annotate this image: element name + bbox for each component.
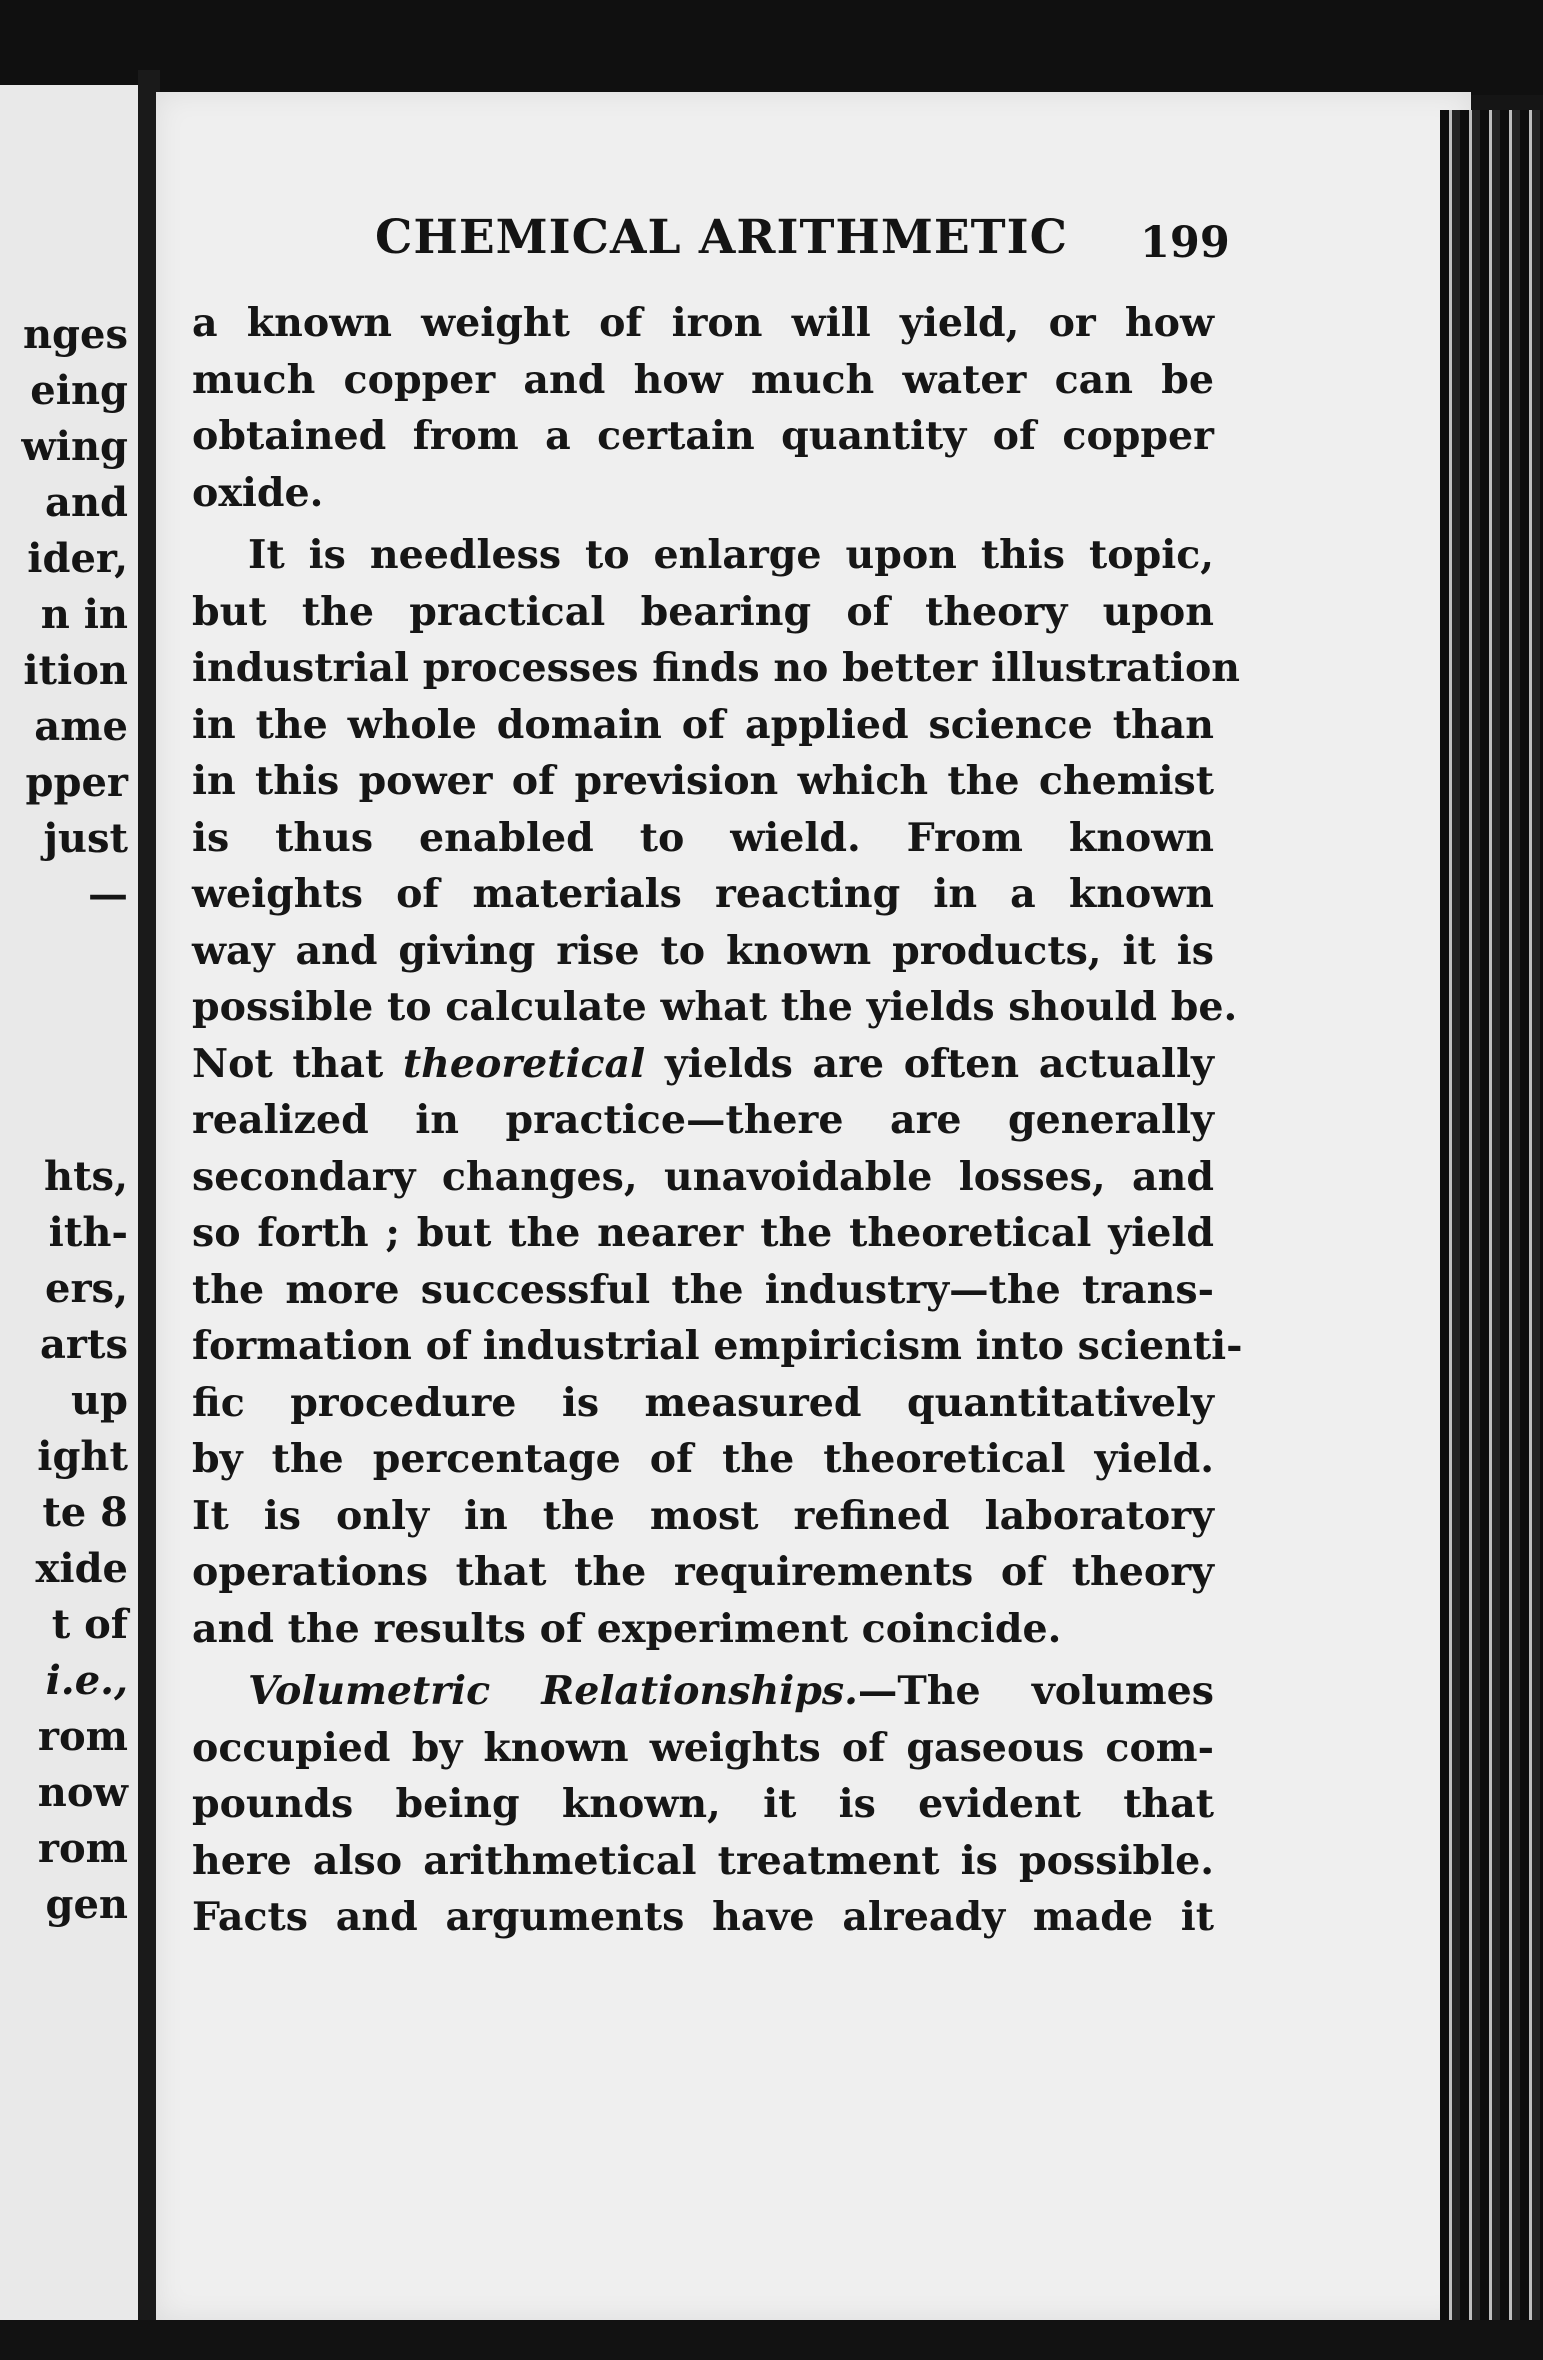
left-fragment: rom [37,1713,128,1760]
left-fragment: rom [37,1825,128,1872]
left-fragment: hts, [43,1153,128,1200]
text-line: pounds being known, it is evident that [192,1781,1214,1827]
text-line: the more successful the industry—the trans- [192,1266,1214,1313]
left-fragment: up [70,1377,128,1424]
left-fragment: xide [35,1545,128,1592]
left-fragment: te 8 [42,1489,128,1536]
left-facing-page [0,85,138,2320]
body-text [192,295,1243,1946]
text-line: and the results of experiment coincide. [192,1605,1062,1652]
left-fragment: nges [22,311,128,358]
text-line: It is only in the most refined laboratory [192,1492,1214,1539]
text-run: yields are often actually [645,1040,1214,1087]
text-line: operations that the requirements of theory [192,1549,1214,1595]
left-fragment: wing [21,423,128,470]
left-fragment: i.e., [45,1657,128,1704]
text-line: fic procedure is measured quantitatively [192,1379,1214,1426]
italic-word: theoretical [402,1040,646,1087]
section-heading: Volumetric Relationships. [248,1668,858,1714]
text-run: Not that [192,1040,403,1087]
left-fragment: arts [40,1321,128,1368]
page-edge-stack [1440,110,1543,2360]
text-line: a known weight of iron will yield, or how [192,300,1214,346]
text-line: secondary changes, unavoidable losses, and [192,1153,1214,1200]
text-line: here also arithmetical treatment is possible. [192,1837,1214,1884]
text-line: is thus enabled to wield. From known [192,814,1214,861]
text-line: formation of industrial empiricism into scienti- [192,1323,1243,1369]
left-fragment: just [43,815,128,862]
text-line: realized in practice—there are generally [192,1097,1214,1143]
page-number: 199 [1140,218,1230,268]
left-fragment: t of [51,1601,128,1648]
text-line: way and giving rise to known products, it is [192,927,1214,974]
text-run: —The volumes [857,1668,1215,1714]
text-line: by the percentage of the theoretical yield. [192,1436,1214,1482]
left-fragment: ith- [48,1209,128,1256]
text-line: so forth ; but the nearer the theoretical yield [192,1210,1214,1256]
left-fragment: eing [30,367,128,414]
text-line-with-italic [192,1036,1214,1093]
section-heading-line [192,1663,1214,1720]
left-fragment: n in [40,591,128,638]
text-line: in this power of prevision which the chemist [192,758,1214,804]
text-line: but the practical bearing of theory upon [192,588,1214,635]
text-line: Facts and arguments have already made it [192,1894,1214,1940]
left-fragment: ider, [27,535,128,582]
running-title: CHEMICAL ARITHMETIC [375,210,1069,265]
left-fragment: ition [23,647,128,694]
left-fragment: and [45,479,128,526]
text-line: in the whole domain of applied science than [192,701,1214,748]
left-fragment: pper [25,759,128,806]
text-line: oxide. [192,469,324,516]
text-line: weights of materials reacting in a known [192,871,1214,917]
text-line: obtained from a certain quantity of copper [192,413,1214,459]
text-line: much copper and how much water can be [192,356,1214,403]
scan-bottom-border [0,2320,1543,2360]
left-fragment: — [88,871,128,918]
text-line: possible to calculate what the yields should be. [192,984,1238,1030]
left-fragment: now [37,1769,128,1816]
text-line: occupied by known weights of gaseous com- [192,1724,1214,1771]
text-line: industrial processes finds no better illustration [192,645,1241,691]
text-line: It is needless to enlarge upon this topic, [248,532,1214,578]
scan-top-border [0,0,1543,95]
left-fragment: ers, [45,1265,128,1312]
left-fragment: gen [45,1881,128,1928]
left-fragment: ame [34,703,128,750]
left-fragment: ight [37,1433,128,1480]
